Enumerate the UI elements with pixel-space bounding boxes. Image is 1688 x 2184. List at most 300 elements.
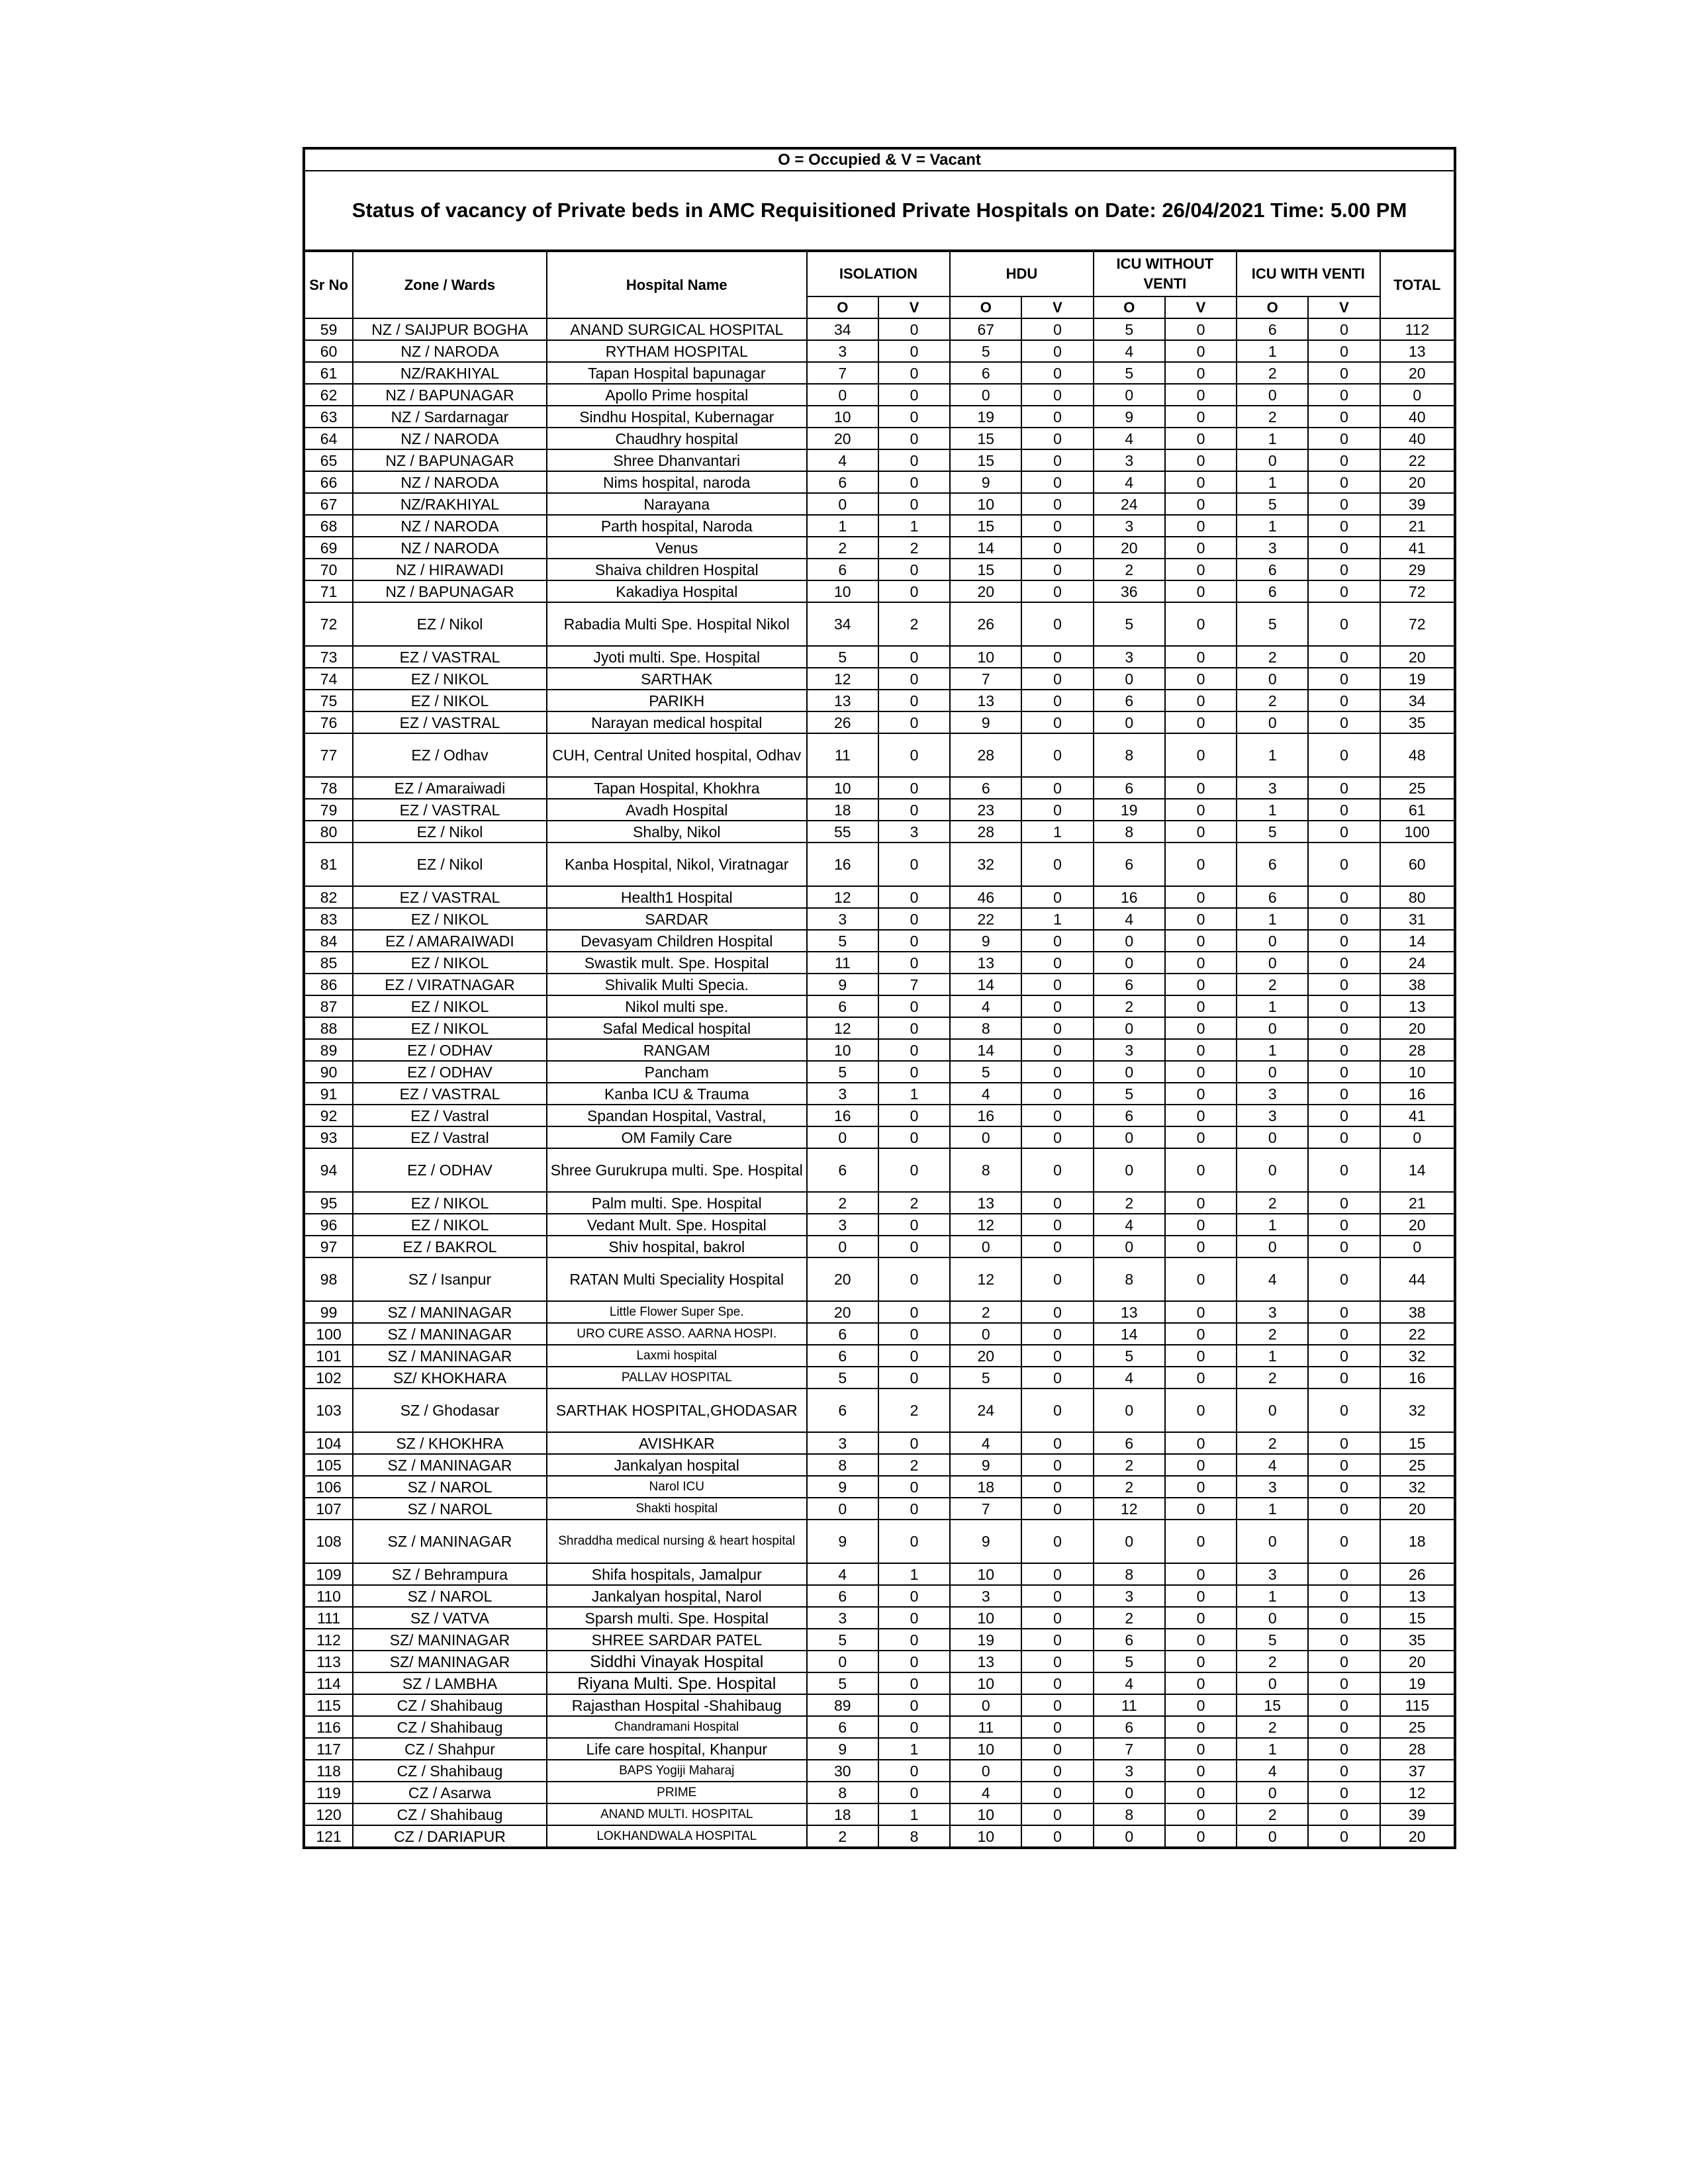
cell-isolation-v: 0 — [878, 1651, 950, 1672]
cell-venti-o: 5 — [1237, 493, 1308, 515]
table-row — [304, 340, 1455, 362]
cell-zone: SZ/ MANINAGAR — [353, 1629, 547, 1651]
table-row — [304, 515, 1455, 537]
cell-hdu-o: 8 — [950, 1017, 1021, 1039]
cell-isolation-v: 0 — [878, 318, 950, 340]
cell-venti-v: 0 — [1308, 733, 1380, 777]
cell-total: 32 — [1380, 1476, 1455, 1498]
cell-icu-v: 0 — [1165, 799, 1237, 821]
cell-hdu-o: 9 — [950, 930, 1021, 952]
cell-venti-v: 0 — [1308, 1563, 1380, 1585]
table-body — [304, 318, 1455, 1848]
cell-isolation-v: 0 — [878, 449, 950, 471]
table-row — [304, 930, 1455, 952]
cell-venti-o: 3 — [1237, 537, 1308, 559]
table-row — [304, 1083, 1455, 1105]
cell-venti-o: 1 — [1237, 733, 1308, 777]
cell-total: 61 — [1380, 799, 1455, 821]
cell-sr-no: 71 — [304, 580, 353, 602]
cell-icu-v: 0 — [1165, 1388, 1237, 1432]
cell-sr-no: 107 — [304, 1498, 353, 1520]
cell-hdu-o: 14 — [950, 537, 1021, 559]
cell-hdu-o: 15 — [950, 428, 1021, 449]
cell-hospital-name: Avadh Hospital — [547, 799, 807, 821]
cell-venti-v: 0 — [1308, 1388, 1380, 1432]
cell-hdu-v: 0 — [1021, 318, 1093, 340]
cell-isolation-v: 0 — [878, 1017, 950, 1039]
cell-icu-o: 5 — [1094, 362, 1165, 384]
table-row — [304, 908, 1455, 930]
table-row — [304, 842, 1455, 886]
cell-icu-o: 14 — [1094, 1323, 1165, 1345]
cell-icu-v: 0 — [1165, 668, 1237, 690]
cell-zone: EZ / ODHAV — [353, 1061, 547, 1083]
cell-total: 80 — [1380, 886, 1455, 908]
table-row — [304, 1301, 1455, 1323]
cell-isolation-o: 6 — [807, 1148, 878, 1192]
cell-sr-no: 78 — [304, 777, 353, 799]
cell-hdu-o: 20 — [950, 1345, 1021, 1367]
cell-sr-no: 80 — [304, 821, 353, 842]
cell-icu-o: 4 — [1094, 1367, 1165, 1388]
cell-hospital-name: CUH, Central United hospital, Odhav — [547, 733, 807, 777]
cell-zone: EZ / NIKOL — [353, 1017, 547, 1039]
cell-sr-no: 86 — [304, 974, 353, 995]
cell-total: 21 — [1380, 515, 1455, 537]
cell-hdu-o: 0 — [950, 384, 1021, 406]
cell-venti-v: 0 — [1308, 1083, 1380, 1105]
cell-isolation-o: 30 — [807, 1760, 878, 1782]
cell-isolation-o: 12 — [807, 886, 878, 908]
cell-total: 16 — [1380, 1367, 1455, 1388]
cell-zone: EZ / Nikol — [353, 842, 547, 886]
cell-sr-no: 114 — [304, 1672, 353, 1694]
cell-hdu-v: 0 — [1021, 362, 1093, 384]
cell-venti-v: 0 — [1308, 559, 1380, 580]
cell-hdu-v: 0 — [1021, 1629, 1093, 1651]
cell-venti-o: 2 — [1237, 1803, 1308, 1825]
cell-venti-o: 0 — [1237, 1607, 1308, 1629]
cell-venti-v: 0 — [1308, 1039, 1380, 1061]
cell-sr-no: 97 — [304, 1236, 353, 1257]
cell-hdu-o: 13 — [950, 1192, 1021, 1214]
cell-isolation-o: 2 — [807, 537, 878, 559]
cell-hospital-name: Shiv hospital, bakrol — [547, 1236, 807, 1257]
cell-hdu-o: 5 — [950, 340, 1021, 362]
cell-icu-o: 0 — [1094, 1061, 1165, 1083]
cell-total: 40 — [1380, 406, 1455, 428]
cell-isolation-v: 0 — [878, 1607, 950, 1629]
table-row — [304, 1367, 1455, 1388]
cell-isolation-v: 0 — [878, 406, 950, 428]
cell-hdu-o: 5 — [950, 1061, 1021, 1083]
table-row — [304, 1454, 1455, 1476]
cell-icu-v: 0 — [1165, 995, 1237, 1017]
cell-icu-v: 0 — [1165, 908, 1237, 930]
cell-isolation-v: 2 — [878, 1454, 950, 1476]
cell-hospital-name: Swastik mult. Spe. Hospital — [547, 952, 807, 974]
cell-venti-v: 0 — [1308, 1738, 1380, 1760]
cell-venti-v: 0 — [1308, 602, 1380, 646]
cell-hospital-name: Palm multi. Spe. Hospital — [547, 1192, 807, 1214]
cell-icu-o: 0 — [1094, 1126, 1165, 1148]
cell-hospital-name: Shree Dhanvantari — [547, 449, 807, 471]
cell-venti-o: 0 — [1237, 1061, 1308, 1083]
cell-icu-v: 0 — [1165, 537, 1237, 559]
cell-isolation-v: 0 — [878, 1782, 950, 1803]
cell-hdu-o: 10 — [950, 1563, 1021, 1585]
cell-venti-o: 1 — [1237, 1738, 1308, 1760]
cell-icu-v: 0 — [1165, 1825, 1237, 1848]
table-row — [304, 1345, 1455, 1367]
cell-icu-o: 2 — [1094, 1607, 1165, 1629]
cell-hospital-name: AVISHKAR — [547, 1432, 807, 1454]
cell-icu-v: 0 — [1165, 733, 1237, 777]
cell-isolation-o: 6 — [807, 1323, 878, 1345]
cell-sr-no: 101 — [304, 1345, 353, 1367]
table-row — [304, 1585, 1455, 1607]
cell-isolation-o: 6 — [807, 1585, 878, 1607]
cell-isolation-v: 0 — [878, 777, 950, 799]
cell-isolation-o: 16 — [807, 1105, 878, 1126]
table-row — [304, 1148, 1455, 1192]
cell-hospital-name: Sindhu Hospital, Kubernagar — [547, 406, 807, 428]
cell-icu-v: 0 — [1165, 1192, 1237, 1214]
cell-icu-v: 0 — [1165, 1716, 1237, 1738]
cell-total: 22 — [1380, 1323, 1455, 1345]
table-row — [304, 537, 1455, 559]
table-row — [304, 1760, 1455, 1782]
cell-isolation-o: 12 — [807, 1017, 878, 1039]
cell-hdu-o: 15 — [950, 559, 1021, 580]
cell-total: 13 — [1380, 340, 1455, 362]
cell-sr-no: 98 — [304, 1257, 353, 1301]
cell-zone: SZ / NAROL — [353, 1585, 547, 1607]
cell-isolation-v: 0 — [878, 930, 950, 952]
cell-sr-no: 62 — [304, 384, 353, 406]
cell-icu-v: 0 — [1165, 1148, 1237, 1192]
cell-icu-v: 0 — [1165, 711, 1237, 733]
cell-venti-o: 3 — [1237, 1301, 1308, 1323]
cell-isolation-v: 0 — [878, 1432, 950, 1454]
cell-total: 26 — [1380, 1563, 1455, 1585]
cell-isolation-o: 6 — [807, 1345, 878, 1367]
cell-icu-o: 2 — [1094, 559, 1165, 580]
cell-hospital-name: Nikol multi spe. — [547, 995, 807, 1017]
cell-venti-o: 1 — [1237, 1585, 1308, 1607]
cell-isolation-v: 0 — [878, 1629, 950, 1651]
cell-sr-no: 79 — [304, 799, 353, 821]
cell-icu-o: 0 — [1094, 668, 1165, 690]
cell-venti-o: 3 — [1237, 1563, 1308, 1585]
table-row — [304, 318, 1455, 340]
cell-venti-v: 0 — [1308, 1825, 1380, 1848]
cell-venti-v: 0 — [1308, 537, 1380, 559]
cell-icu-v: 0 — [1165, 1629, 1237, 1651]
cell-hospital-name: Tapan Hospital bapunagar — [547, 362, 807, 384]
cell-venti-v: 0 — [1308, 886, 1380, 908]
cell-icu-o: 13 — [1094, 1301, 1165, 1323]
cell-icu-v: 0 — [1165, 646, 1237, 668]
cell-total: 20 — [1380, 646, 1455, 668]
cell-zone: NZ / NARODA — [353, 340, 547, 362]
cell-hdu-v: 0 — [1021, 886, 1093, 908]
header-hdu: HDU — [950, 251, 1093, 296]
cell-zone: EZ / NIKOL — [353, 952, 547, 974]
cell-hdu-o: 15 — [950, 515, 1021, 537]
cell-hdu-o: 22 — [950, 908, 1021, 930]
cell-hdu-o: 0 — [950, 1236, 1021, 1257]
cell-sr-no: 116 — [304, 1716, 353, 1738]
cell-hdu-o: 16 — [950, 1105, 1021, 1126]
cell-hospital-name: Shivalik Multi Specia. — [547, 974, 807, 995]
cell-isolation-v: 0 — [878, 580, 950, 602]
table-row — [304, 1825, 1455, 1848]
cell-isolation-o: 9 — [807, 1520, 878, 1563]
cell-isolation-v: 1 — [878, 515, 950, 537]
cell-hdu-o: 23 — [950, 799, 1021, 821]
cell-sr-no: 85 — [304, 952, 353, 974]
cell-icu-o: 5 — [1094, 1345, 1165, 1367]
cell-hospital-name: Shalby, Nikol — [547, 821, 807, 842]
cell-icu-v: 0 — [1165, 974, 1237, 995]
cell-sr-no: 89 — [304, 1039, 353, 1061]
cell-isolation-v: 0 — [878, 1716, 950, 1738]
cell-zone: EZ / Nikol — [353, 821, 547, 842]
cell-isolation-o: 5 — [807, 1061, 878, 1083]
cell-isolation-o: 0 — [807, 1498, 878, 1520]
cell-total: 15 — [1380, 1432, 1455, 1454]
cell-hospital-name: Jankalyan hospital — [547, 1454, 807, 1476]
header-isolation: ISOLATION — [807, 251, 950, 296]
cell-icu-v: 0 — [1165, 1083, 1237, 1105]
cell-venti-v: 0 — [1308, 668, 1380, 690]
cell-isolation-o: 8 — [807, 1782, 878, 1803]
cell-zone: EZ / Nikol — [353, 602, 547, 646]
table-row — [304, 1388, 1455, 1432]
cell-sr-no: 73 — [304, 646, 353, 668]
cell-isolation-o: 13 — [807, 690, 878, 711]
header-hdu-v: V — [1021, 296, 1093, 318]
cell-hdu-v: 0 — [1021, 1803, 1093, 1825]
cell-hospital-name: Laxmi hospital — [547, 1345, 807, 1367]
cell-icu-o: 3 — [1094, 646, 1165, 668]
cell-sr-no: 109 — [304, 1563, 353, 1585]
cell-zone: SZ/ MANINAGAR — [353, 1651, 547, 1672]
cell-venti-o: 2 — [1237, 646, 1308, 668]
cell-hdu-v: 0 — [1021, 1498, 1093, 1520]
cell-venti-v: 0 — [1308, 428, 1380, 449]
cell-isolation-v: 0 — [878, 1236, 950, 1257]
cell-venti-v: 0 — [1308, 1629, 1380, 1651]
cell-icu-o: 2 — [1094, 1476, 1165, 1498]
cell-hdu-o: 9 — [950, 1454, 1021, 1476]
table-row — [304, 1520, 1455, 1563]
cell-total: 22 — [1380, 449, 1455, 471]
cell-hdu-v: 0 — [1021, 1105, 1093, 1126]
cell-icu-v: 0 — [1165, 340, 1237, 362]
cell-isolation-v: 2 — [878, 1388, 950, 1432]
cell-zone: NZ / NARODA — [353, 471, 547, 493]
cell-venti-v: 0 — [1308, 1236, 1380, 1257]
cell-icu-o: 0 — [1094, 1148, 1165, 1192]
cell-zone: CZ / Shahibaug — [353, 1716, 547, 1738]
cell-isolation-o: 6 — [807, 1716, 878, 1738]
cell-hospital-name: Shree Gurukrupa multi. Spe. Hospital — [547, 1148, 807, 1192]
cell-hdu-o: 10 — [950, 493, 1021, 515]
cell-hospital-name: Rabadia Multi Spe. Hospital Nikol — [547, 602, 807, 646]
cell-icu-o: 6 — [1094, 974, 1165, 995]
cell-sr-no: 84 — [304, 930, 353, 952]
cell-hdu-o: 10 — [950, 1672, 1021, 1694]
cell-isolation-v: 3 — [878, 821, 950, 842]
cell-hospital-name: Apollo Prime hospital — [547, 384, 807, 406]
cell-hdu-o: 4 — [950, 1782, 1021, 1803]
cell-total: 35 — [1380, 711, 1455, 733]
cell-icu-v: 0 — [1165, 930, 1237, 952]
cell-total: 0 — [1380, 384, 1455, 406]
cell-sr-no: 63 — [304, 406, 353, 428]
cell-sr-no: 94 — [304, 1148, 353, 1192]
cell-hospital-name: Rajasthan Hospital -Shahibaug — [547, 1694, 807, 1716]
cell-icu-v: 0 — [1165, 1301, 1237, 1323]
cell-hdu-v: 0 — [1021, 1432, 1093, 1454]
cell-venti-o: 2 — [1237, 406, 1308, 428]
table-row — [304, 428, 1455, 449]
cell-hdu-o: 4 — [950, 1432, 1021, 1454]
cell-sr-no: 104 — [304, 1432, 353, 1454]
cell-venti-o: 1 — [1237, 1039, 1308, 1061]
header-venti-o: O — [1237, 296, 1308, 318]
cell-isolation-o: 5 — [807, 1367, 878, 1388]
cell-total: 37 — [1380, 1760, 1455, 1782]
cell-hdu-v: 0 — [1021, 777, 1093, 799]
cell-total: 72 — [1380, 580, 1455, 602]
table-row — [304, 1236, 1455, 1257]
cell-total: 13 — [1380, 1585, 1455, 1607]
cell-hdu-o: 10 — [950, 646, 1021, 668]
cell-isolation-v: 0 — [878, 799, 950, 821]
cell-sr-no: 106 — [304, 1476, 353, 1498]
cell-zone: EZ / VIRATNAGAR — [353, 974, 547, 995]
cell-zone: NZ/RAKHIYAL — [353, 493, 547, 515]
table-row — [304, 1498, 1455, 1520]
cell-isolation-v: 0 — [878, 1257, 950, 1301]
cell-hdu-o: 14 — [950, 1039, 1021, 1061]
cell-sr-no: 83 — [304, 908, 353, 930]
cell-icu-o: 3 — [1094, 1585, 1165, 1607]
table-row — [304, 1432, 1455, 1454]
cell-icu-v: 0 — [1165, 449, 1237, 471]
cell-icu-v: 0 — [1165, 1039, 1237, 1061]
cell-hdu-o: 19 — [950, 406, 1021, 428]
cell-total: 35 — [1380, 1629, 1455, 1651]
cell-total: 0 — [1380, 1126, 1455, 1148]
cell-total: 44 — [1380, 1257, 1455, 1301]
cell-venti-o: 0 — [1237, 1236, 1308, 1257]
cell-sr-no: 91 — [304, 1083, 353, 1105]
cell-icu-o: 6 — [1094, 1716, 1165, 1738]
cell-icu-o: 3 — [1094, 1760, 1165, 1782]
cell-zone: NZ / SAIJPUR BOGHA — [353, 318, 547, 340]
cell-icu-v: 0 — [1165, 1803, 1237, 1825]
cell-venti-o: 0 — [1237, 1126, 1308, 1148]
cell-icu-o: 4 — [1094, 428, 1165, 449]
cell-sr-no: 111 — [304, 1607, 353, 1629]
cell-hdu-v: 0 — [1021, 1039, 1093, 1061]
cell-hdu-o: 12 — [950, 1257, 1021, 1301]
cell-sr-no: 67 — [304, 493, 353, 515]
cell-hdu-v: 0 — [1021, 1017, 1093, 1039]
cell-venti-o: 6 — [1237, 580, 1308, 602]
header-isolation-v: V — [878, 296, 950, 318]
cell-hospital-name: ANAND SURGICAL HOSPITAL — [547, 318, 807, 340]
cell-venti-v: 0 — [1308, 515, 1380, 537]
cell-isolation-o: 20 — [807, 1257, 878, 1301]
cell-zone: EZ / VASTRAL — [353, 646, 547, 668]
cell-venti-o: 3 — [1237, 1476, 1308, 1498]
cell-hdu-o: 3 — [950, 1585, 1021, 1607]
cell-sr-no: 69 — [304, 537, 353, 559]
cell-total: 19 — [1380, 668, 1455, 690]
table-row — [304, 471, 1455, 493]
cell-icu-o: 4 — [1094, 1214, 1165, 1236]
cell-isolation-v: 0 — [878, 428, 950, 449]
cell-venti-o: 0 — [1237, 711, 1308, 733]
cell-isolation-o: 10 — [807, 777, 878, 799]
cell-isolation-o: 0 — [807, 1126, 878, 1148]
cell-sr-no: 88 — [304, 1017, 353, 1039]
cell-total: 39 — [1380, 1803, 1455, 1825]
cell-sr-no: 102 — [304, 1367, 353, 1388]
cell-zone: CZ / DARIAPUR — [353, 1825, 547, 1848]
cell-hdu-v: 0 — [1021, 1651, 1093, 1672]
cell-zone: NZ / BAPUNAGAR — [353, 580, 547, 602]
cell-hdu-o: 0 — [950, 1760, 1021, 1782]
cell-total: 25 — [1380, 1454, 1455, 1476]
cell-icu-v: 0 — [1165, 384, 1237, 406]
cell-zone: NZ / NARODA — [353, 428, 547, 449]
table-row — [304, 1782, 1455, 1803]
cell-venti-o: 0 — [1237, 952, 1308, 974]
cell-venti-o: 5 — [1237, 821, 1308, 842]
cell-total: 38 — [1380, 1301, 1455, 1323]
cell-icu-v: 0 — [1165, 1323, 1237, 1345]
table-row — [304, 952, 1455, 974]
cell-zone: EZ / Vastral — [353, 1126, 547, 1148]
cell-total: 28 — [1380, 1738, 1455, 1760]
cell-venti-v: 0 — [1308, 1126, 1380, 1148]
cell-hdu-v: 0 — [1021, 711, 1093, 733]
cell-icu-v: 0 — [1165, 1585, 1237, 1607]
cell-hdu-o: 20 — [950, 580, 1021, 602]
cell-hdu-v: 0 — [1021, 384, 1093, 406]
cell-hospital-name: PARIKH — [547, 690, 807, 711]
cell-venti-v: 0 — [1308, 1192, 1380, 1214]
cell-venti-v: 0 — [1308, 1061, 1380, 1083]
cell-venti-v: 0 — [1308, 1476, 1380, 1498]
cell-isolation-o: 6 — [807, 559, 878, 580]
cell-hdu-v: 0 — [1021, 952, 1093, 974]
cell-zone: SZ / LAMBHA — [353, 1672, 547, 1694]
cell-total: 21 — [1380, 1192, 1455, 1214]
cell-total: 29 — [1380, 559, 1455, 580]
cell-isolation-o: 18 — [807, 799, 878, 821]
cell-isolation-o: 0 — [807, 384, 878, 406]
cell-icu-o: 4 — [1094, 340, 1165, 362]
cell-venti-o: 1 — [1237, 908, 1308, 930]
cell-icu-v: 0 — [1165, 406, 1237, 428]
